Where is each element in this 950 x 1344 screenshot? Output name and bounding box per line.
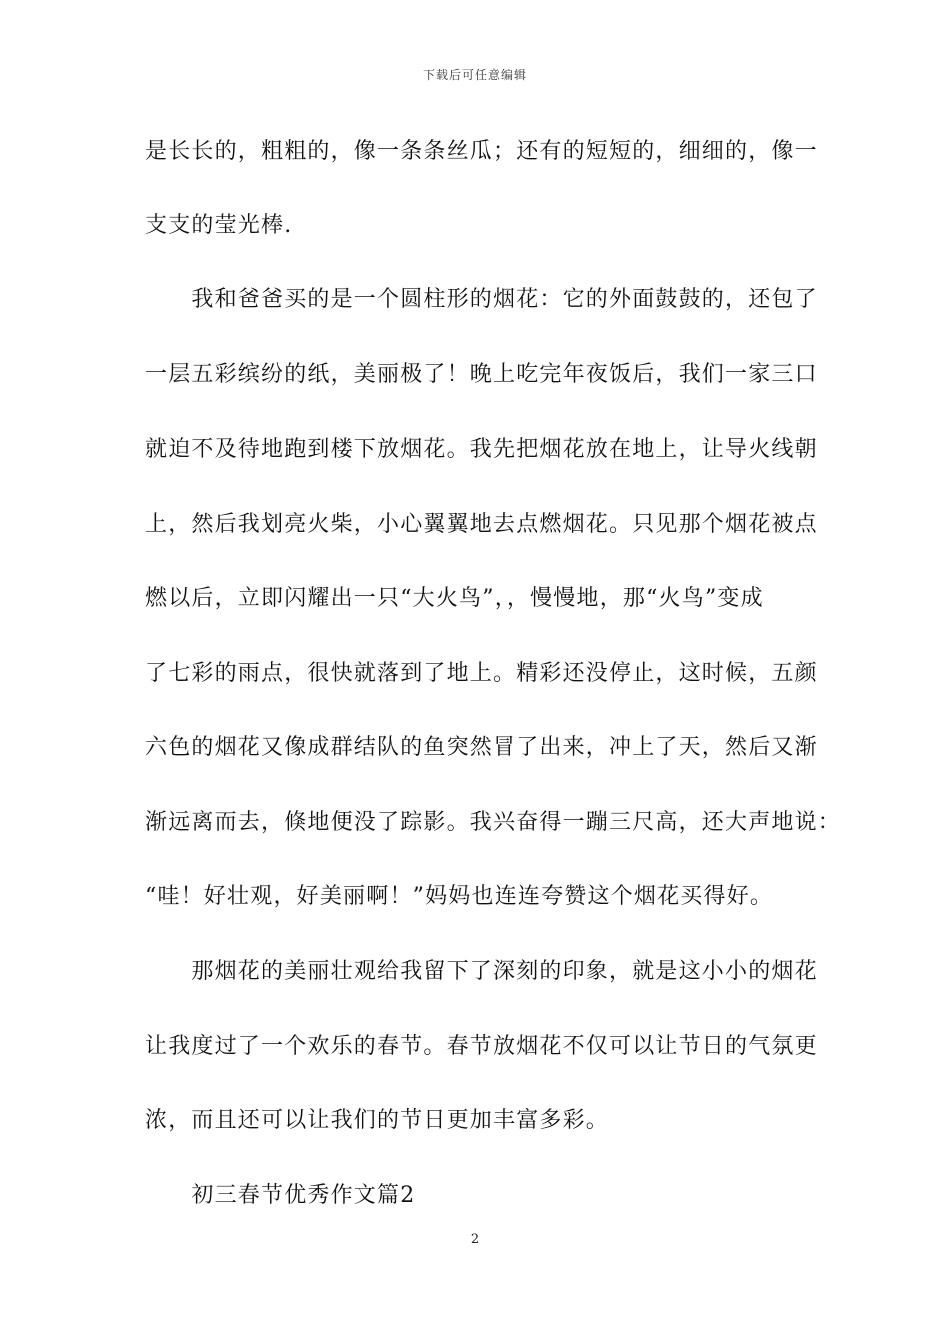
- text-line: 了七彩的雨点，很快就落到了地上。精彩还没停止，这时候，五颜: [145, 661, 818, 686]
- text-line: 支支的莹光棒.: [145, 213, 293, 238]
- text-line: 就迫不及待地跑到楼下放烟花。我先把烟花放在地上，让导火线朝: [145, 437, 818, 462]
- text-line: “哇！好壮观，好美丽啊！”妈妈也连连夸赞这个烟花买得好。: [145, 884, 774, 909]
- text-line: 让我度过了一个欢乐的春节。春节放烟花不仅可以让节日的气氛更: [145, 1034, 818, 1059]
- text-line: 那烟花的美丽壮观给我留下了深刻的印象，就是这小小的烟花: [145, 959, 818, 984]
- text-line: 渐远离而去，倏地便没了踪影。我兴奋得一蹦三尺高，还大声地说：: [145, 810, 842, 835]
- text-line: 燃以后，立即闪耀出一只“大火鸟”，，慢慢地，那“火鸟”变成: [145, 586, 764, 611]
- text-line: 浓，而且还可以让我们的节日更加丰富多彩。: [145, 1108, 610, 1133]
- text-line: 六色的烟花又像成群结队的鱼突然冒了出来，冲上了天，然后又渐: [145, 735, 818, 760]
- page-header: 下载后可任意编辑: [422, 68, 527, 82]
- text-line: 我和爸爸买的是一个圆柱形的烟花：它的外面鼓鼓的，还包了: [145, 287, 818, 312]
- text-line: 上，然后我划亮火柴，小心翼翼地去点燃烟花。只见那个烟花被点: [145, 512, 818, 537]
- text-line: 一层五彩缤纷的纸，美丽极了！晚上吃完年夜饭后，我们一家三口: [145, 362, 818, 387]
- page-number: 2: [470, 1232, 480, 1247]
- section-heading: 初三春节优秀作文篇2: [145, 1183, 416, 1208]
- text-line: 是长长的，粗粗的，像一条条丝瓜；还有的短短的，细细的，像一: [145, 139, 818, 164]
